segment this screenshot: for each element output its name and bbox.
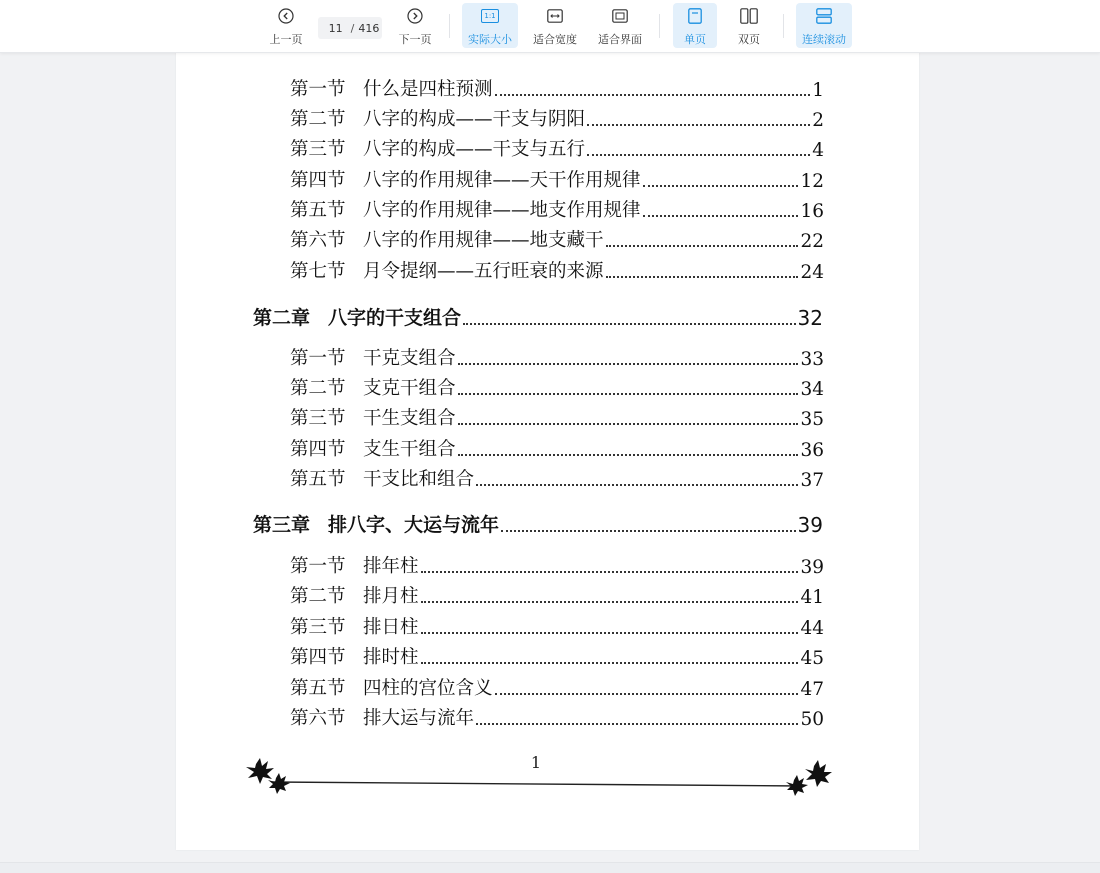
section-page-number: 12: [800, 171, 824, 192]
single-page-label: 单页: [684, 33, 706, 46]
section-label: 第六节: [290, 230, 346, 251]
section-title: 干克支组合: [363, 348, 456, 369]
section-label: 第五节: [290, 678, 346, 699]
continuous-scroll-button[interactable]: [796, 3, 852, 48]
section-title: 四柱的宫位含义: [363, 678, 493, 699]
section-page-number: 34: [800, 379, 824, 400]
page-separator: /: [350, 21, 355, 35]
continuous-scroll-label: 连续滚动: [802, 33, 846, 46]
prev-page-button[interactable]: [264, 3, 308, 48]
section-title: 八字的构成——干支与五行: [363, 139, 586, 160]
toc-section-row[interactable]: [290, 105, 824, 131]
toolbar-divider: [449, 14, 450, 38]
section-label: 第四节: [290, 647, 346, 668]
bottom-bar: [0, 862, 1100, 873]
section-title: 什么是四柱预测: [363, 79, 493, 100]
section-page-number: 36: [800, 440, 824, 461]
document-page: [176, 0, 919, 850]
section-title: 排日柱: [363, 617, 419, 638]
section-label: 第六节: [290, 708, 346, 729]
toc-section-row[interactable]: [290, 135, 824, 161]
chapter-page-number: 32: [797, 306, 823, 330]
section-page-number: 4: [812, 140, 824, 161]
fit-page-icon: [612, 7, 628, 25]
section-title: 八字的作用规律——地支藏干: [363, 230, 604, 251]
toc-section-row[interactable]: [290, 704, 824, 730]
section-label: 第四节: [290, 170, 346, 191]
next-page-button[interactable]: [393, 3, 437, 48]
page-indicator[interactable]: [318, 17, 382, 39]
section-label: 第三节: [290, 617, 346, 638]
section-page-number: 33: [800, 349, 824, 370]
section-label: 第五节: [290, 200, 346, 221]
chevron-left-circle-icon: [278, 7, 294, 25]
section-title: 排大运与流年: [363, 708, 475, 729]
single-page-button[interactable]: [673, 3, 717, 48]
toc-section-row[interactable]: [290, 643, 824, 669]
section-title: 排年柱: [363, 556, 419, 577]
section-label: 第二节: [290, 378, 346, 399]
toc-section-row[interactable]: [290, 552, 824, 578]
toc-section-row[interactable]: [290, 435, 824, 461]
page-number: 1: [530, 753, 542, 772]
section-title: 干支比和组合: [363, 469, 475, 490]
toc-section-row[interactable]: [290, 465, 824, 491]
toc-section-row[interactable]: [290, 226, 824, 252]
current-page-input[interactable]: 11: [328, 21, 343, 35]
toolbar-divider: [783, 14, 784, 38]
leaf-ornament-icon: [242, 756, 832, 802]
single-page-icon: [688, 7, 702, 25]
section-page-number: 35: [800, 409, 824, 430]
viewer-toolbar: [0, 0, 1100, 53]
section-page-number: 50: [800, 709, 824, 730]
toc-section-row[interactable]: [290, 404, 824, 430]
chapter-title: 排八字、大运与流年: [328, 514, 500, 536]
section-page-number: 44: [800, 618, 824, 639]
fit-page-button[interactable]: [594, 3, 646, 48]
section-page-number: 39: [800, 557, 824, 578]
section-page-number: 37: [800, 470, 824, 491]
section-label: 第七节: [290, 261, 346, 282]
section-label: 第二节: [290, 586, 346, 607]
section-page-number: 41: [800, 587, 824, 608]
section-label: 第三节: [290, 408, 346, 429]
toc-section-row[interactable]: [290, 166, 824, 192]
section-page-number: 22: [800, 231, 824, 252]
continuous-scroll-icon: [816, 7, 832, 25]
fit-width-button[interactable]: [529, 3, 581, 48]
total-pages: 416: [358, 21, 380, 35]
section-page-number: 24: [800, 262, 824, 283]
toc-section-row[interactable]: [290, 613, 824, 639]
toc-section-row[interactable]: [290, 674, 824, 700]
toc-section-row[interactable]: [290, 582, 824, 608]
section-label: 第二节: [290, 109, 346, 130]
section-label: 第一节: [290, 79, 346, 100]
toc-chapter-row[interactable]: [253, 509, 823, 537]
section-page-number: 1: [812, 80, 824, 101]
section-title: 八字的作用规律——天干作用规律: [363, 170, 641, 191]
chapter-page-number: 39: [797, 513, 823, 537]
section-title: 排时柱: [363, 647, 419, 668]
section-title: 支克干组合: [363, 378, 456, 399]
section-title: 八字的作用规律——地支作用规律: [363, 200, 641, 221]
section-title: 排月柱: [363, 586, 419, 607]
section-page-number: 2: [812, 110, 824, 131]
actual-size-label: 实际大小: [468, 33, 512, 46]
toc-section-row[interactable]: [290, 75, 824, 101]
toc-section-row[interactable]: [290, 374, 824, 400]
chapter-title: 八字的干支组合: [328, 307, 462, 329]
section-label: 第四节: [290, 439, 346, 460]
section-title: 干生支组合: [363, 408, 456, 429]
section-title: 八字的构成——干支与阴阳: [363, 109, 586, 130]
chevron-right-circle-icon: [407, 7, 423, 25]
toc-section-row[interactable]: [290, 344, 824, 370]
section-page-number: 45: [800, 648, 824, 669]
toolbar-divider: [659, 14, 660, 38]
toc-section-row[interactable]: [290, 196, 824, 222]
fit-page-label: 适合界面: [598, 33, 642, 46]
fit-width-label: 适合宽度: [533, 33, 577, 46]
double-page-button[interactable]: [727, 3, 771, 48]
next-page-label: 下一页: [398, 33, 432, 46]
chapter-label: 第二章: [253, 307, 311, 329]
toc-chapter-row[interactable]: [253, 302, 823, 330]
double-page-label: 双页: [738, 33, 760, 46]
section-page-number: 47: [800, 679, 824, 700]
fit-width-icon: [547, 7, 563, 25]
section-label: 第五节: [290, 469, 346, 490]
section-page-number: 16: [800, 201, 824, 222]
section-title: 支生干组合: [363, 439, 456, 460]
section-label: 第三节: [290, 139, 346, 160]
chapter-label: 第三章: [253, 514, 311, 536]
section-label: 第一节: [290, 348, 346, 369]
actual-size-button[interactable]: [462, 3, 518, 48]
section-label: 第一节: [290, 556, 346, 577]
toc-section-row[interactable]: [290, 257, 824, 283]
section-title: 月令提纲——五行旺衰的来源: [363, 261, 604, 282]
prev-page-label: 上一页: [269, 33, 303, 46]
actual-size-icon: 1:1: [481, 7, 499, 25]
double-page-icon: [740, 7, 758, 25]
